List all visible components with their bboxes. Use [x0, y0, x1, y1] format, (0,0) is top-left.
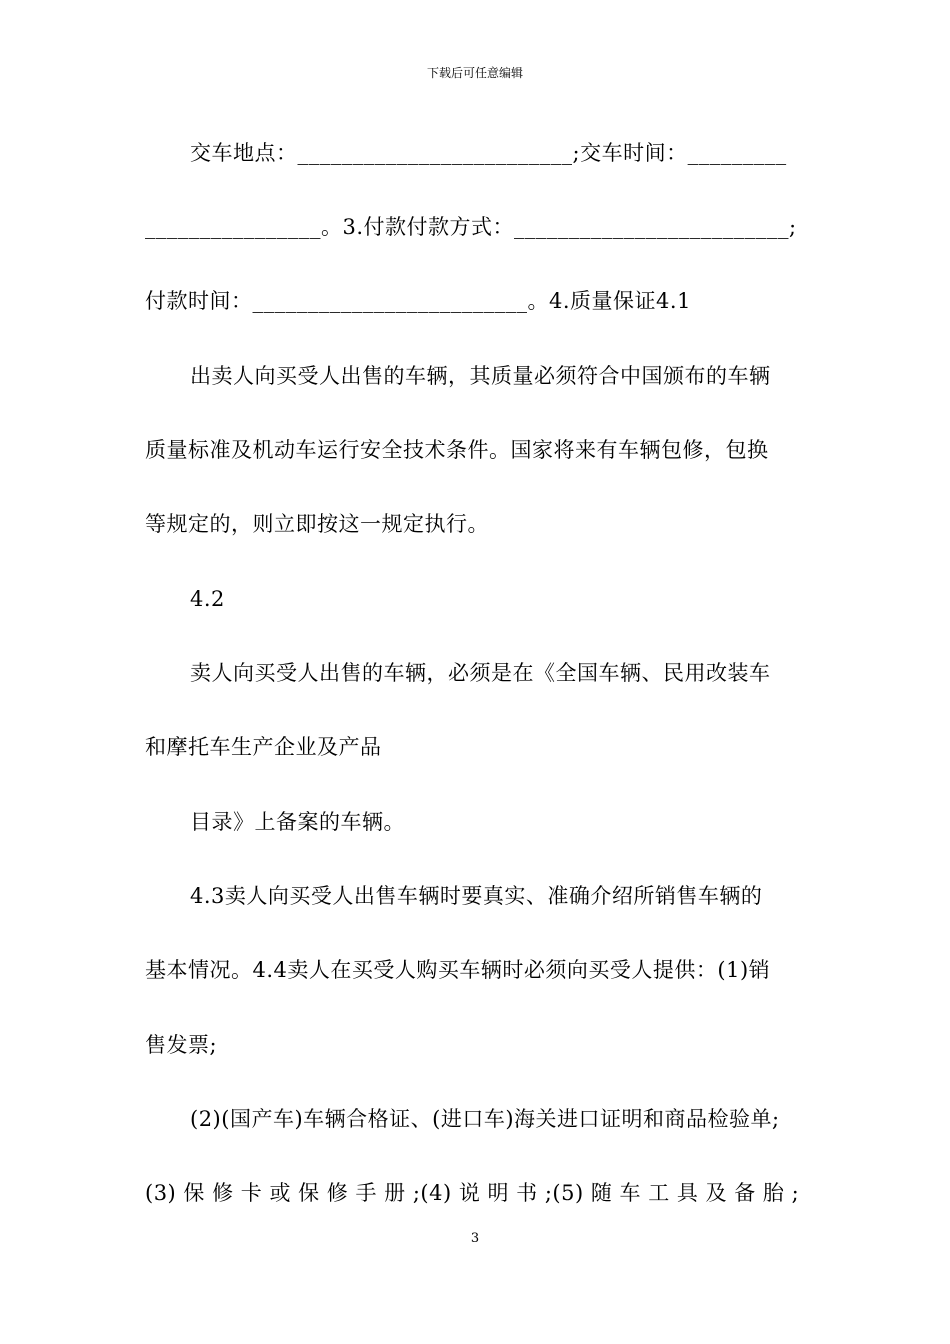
page-header: 下载后可任意编辑: [426, 66, 523, 80]
text-line: 付款时间：_________________________。4.质量保证4.1: [145, 289, 691, 313]
text-line: 4.3卖人向买受人出售车辆时要真实、准确介绍所销售车辆的: [190, 884, 763, 908]
text-line: 出卖人向买受人出售的车辆，其质量必须符合中国颁布的车辆: [190, 364, 771, 388]
text-line: 基本情况。4.4卖人在买受人购买车辆时必须向买受人提供：(1)销: [145, 958, 771, 982]
text-line: 4.2: [190, 587, 225, 611]
text-line: 售发票;: [145, 1033, 218, 1057]
text-line: (3) 保 修 卡 或 保 修 手 册 ;(4) 说 明 书 ;(5) 随 车 工 具 及 备 胎 ;: [145, 1181, 800, 1205]
page-number: 3: [470, 1231, 480, 1246]
text-line: (2)(国产车)车辆合格证、(进口车)海关进口证明和商品检验单;: [190, 1107, 780, 1131]
text-line: 交车地点：_________________________;交车时间：_________: [190, 141, 787, 165]
text-line: 和摩托车生产企业及产品: [145, 735, 382, 759]
text-line: ________________。3.付款付款方式：_________________________;: [145, 215, 797, 239]
text-line: 质量标准及机动车运行安全技术条件。国家将来有车辆包修，包换: [145, 438, 769, 462]
text-line: 目录》上备案的车辆。: [190, 810, 405, 834]
text-line: 卖人向买受人出售的车辆，必须是在《全国车辆、民用改装车: [190, 661, 771, 685]
text-line: 等规定的，则立即按这一规定执行。: [145, 512, 489, 536]
